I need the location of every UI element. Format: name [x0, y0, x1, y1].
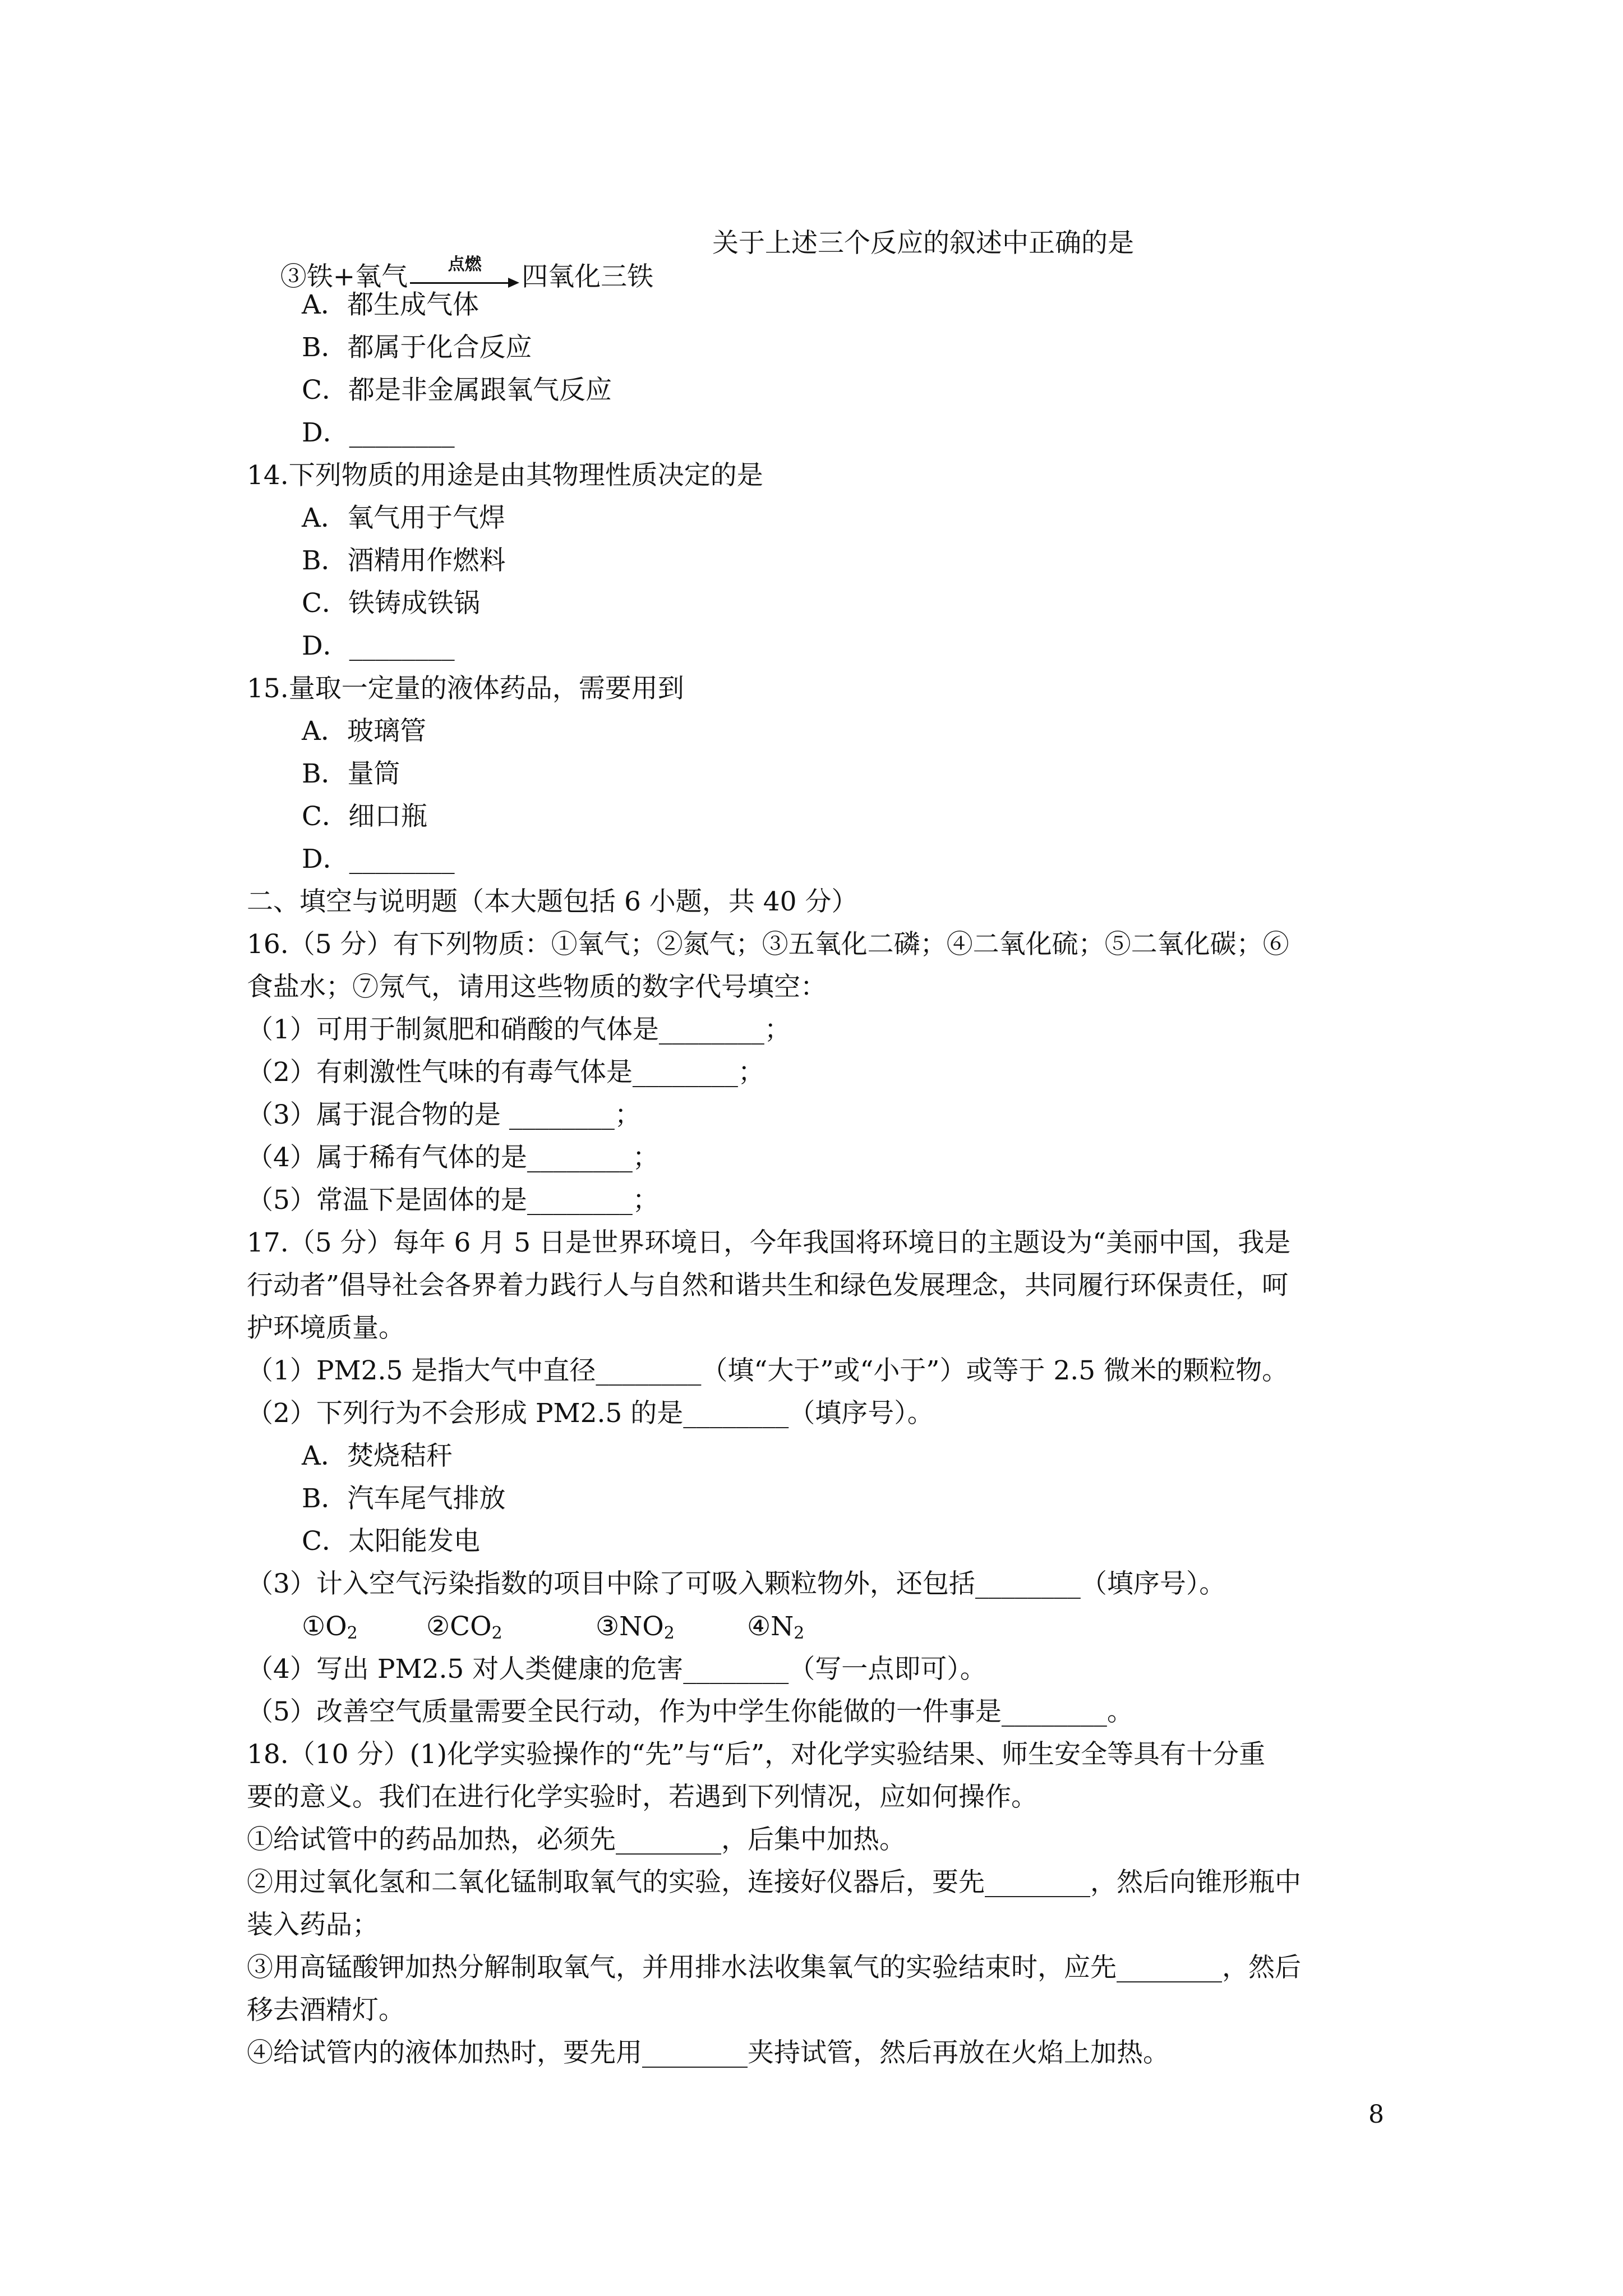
q15-option-a: A．玻璃管: [302, 716, 426, 747]
q17-item-4: （4）写出 PM2.5 对人类健康的危害________（写一点即可）。: [247, 1654, 986, 1685]
reaction3-reactants: ③铁+氧气: [280, 261, 408, 292]
section-2-title: 二、填空与说明题（本大题包括 6 小题，共 40 分）: [247, 886, 858, 917]
q17-item-3-choice-4: [747, 1610, 804, 1644]
q18-step-2: ②用过氧化氢和二氧化锰制取氧气的实验，连接好仪器后，要先________，然后向锥形瓶中: [247, 1867, 1301, 1898]
q17-item-3-choice-3: [596, 1610, 675, 1644]
q16-item-2: （2）有刺激性气味的有毒气体是________；: [247, 1057, 764, 1088]
q17-stem-line-1: 17.（5 分）每年 6 月 5 日是世界环境日，今年我国将环境日的主题设为“美丽中国，我是: [247, 1227, 1291, 1258]
q17-item-1: （1）PM2.5 是指大气中直径________（填“大于”或“小于”）或等于 2.5 微米的颗粒物。: [247, 1355, 1289, 1386]
q13-option-d: D．________: [302, 417, 455, 448]
q18-stem-line-2: 要的意义。我们在进行化学实验时，若遇到下列情况，应如何操作。: [247, 1782, 1038, 1812]
q16-item-1: （1）可用于制氮肥和硝酸的气体是________；: [247, 1014, 791, 1045]
q17-item-3-choice-1: [302, 1610, 358, 1644]
q14-option-c: C．铁铸成铁锅: [302, 588, 480, 619]
page-number: 8: [1368, 2100, 1384, 2129]
q16-item-4: （4）属于稀有气体的是________；: [247, 1142, 659, 1173]
q16-item-3: （3）属于混合物的是 ________；: [247, 1099, 641, 1130]
q17-item-2: （2）下列行为不会形成 PM2.5 的是________（填序号）。: [247, 1398, 934, 1429]
reaction-condition: 点燃: [448, 255, 482, 274]
q16-stem-line-2: 食盐水；⑦氖气，请用这些物质的数字代号填空：: [247, 972, 827, 1002]
q17-item-2-option-c: C．太阳能发电: [302, 1526, 480, 1557]
q16-stem-line-1: 16.（5 分）有下列物质：①氧气；②氮气；③五氧化二磷；④二氧化硫；⑤二氧化碳；⑥: [247, 929, 1289, 960]
q17-item-2-option-b: B．汽车尾气排放: [302, 1483, 506, 1514]
q13-option-a: A．都生成气体: [302, 289, 479, 320]
q14-option-b: B．酒精用作燃料: [302, 545, 506, 576]
choice-formula: ③NO: [596, 1611, 664, 1642]
q15-option-d: D．________: [302, 844, 455, 875]
q17-item-5: （5）改善空气质量需要全民行动，作为中学生你能做的一件事是________。: [247, 1696, 1133, 1727]
q15-option-b: B．量筒: [302, 758, 400, 789]
q18-stem-line-1: 18.（10 分）(1)化学实验操作的“先”与“后”，对化学实验结果、师生安全等具有十分重: [247, 1739, 1266, 1770]
q15-stem: 15.量取一定量的液体药品，需要用到: [247, 673, 684, 704]
q17-item-2-option-a: A．焚烧秸秆: [302, 1441, 453, 1471]
q18-step-3: ③用高锰酸钾加热分解制取氧气，并用排水法收集氧气的实验结束时，应先________，然后: [247, 1952, 1301, 1983]
choice-formula: ①O: [302, 1611, 347, 1642]
q14-option-d: D．________: [302, 631, 455, 661]
q13-stem: 关于上述三个反应的叙述中正确的是: [712, 228, 1134, 259]
q17-item-3: （3）计入空气污染指数的项目中除了可吸入颗粒物外，还包括________（填序号）。: [247, 1568, 1226, 1599]
choice-formula: ②CO: [426, 1611, 492, 1642]
q17-stem-line-3: 护环境质量。: [247, 1313, 405, 1343]
choice-formula: ④N: [747, 1611, 794, 1642]
choice-subscript: 2: [491, 1623, 502, 1643]
q17-item-3-choice-2: [426, 1610, 502, 1644]
q14-option-a: A．氧气用于气焊: [302, 503, 505, 533]
choice-subscript: 2: [347, 1623, 358, 1643]
q14-stem: 14.下列物质的用途是由其物理性质决定的是: [247, 460, 763, 491]
q13-option-b: B．都属于化合反应: [302, 332, 532, 363]
q13-reaction-line: [247, 227, 654, 292]
reaction-arrow-icon: [410, 255, 519, 290]
q18-step-1: ①给试管中的药品加热，必须先________，后集中加热。: [247, 1824, 906, 1855]
q18-step-3-cont: 移去酒精灯。: [247, 1995, 405, 2026]
q18-step-2-cont: 装入药品；: [247, 1910, 379, 1940]
q17-stem-line-2: 行动者”倡导社会各界着力践行人与自然和谐共生和绿色发展理念，共同履行环保责任，呵: [247, 1270, 1289, 1301]
choice-subscript: 2: [663, 1623, 675, 1643]
q15-option-c: C．细口瓶: [302, 801, 427, 832]
q13-option-c: C．都是非金属跟氧气反应: [302, 375, 612, 406]
choice-subscript: 2: [794, 1623, 805, 1643]
q18-step-4: ④给试管内的液体加热时，要先用________夹持试管，然后再放在火焰上加热。: [247, 2037, 1169, 2068]
reaction3-product: 四氧化三铁: [522, 261, 654, 292]
q16-item-5: （5）常温下是固体的是________；: [247, 1185, 659, 1216]
